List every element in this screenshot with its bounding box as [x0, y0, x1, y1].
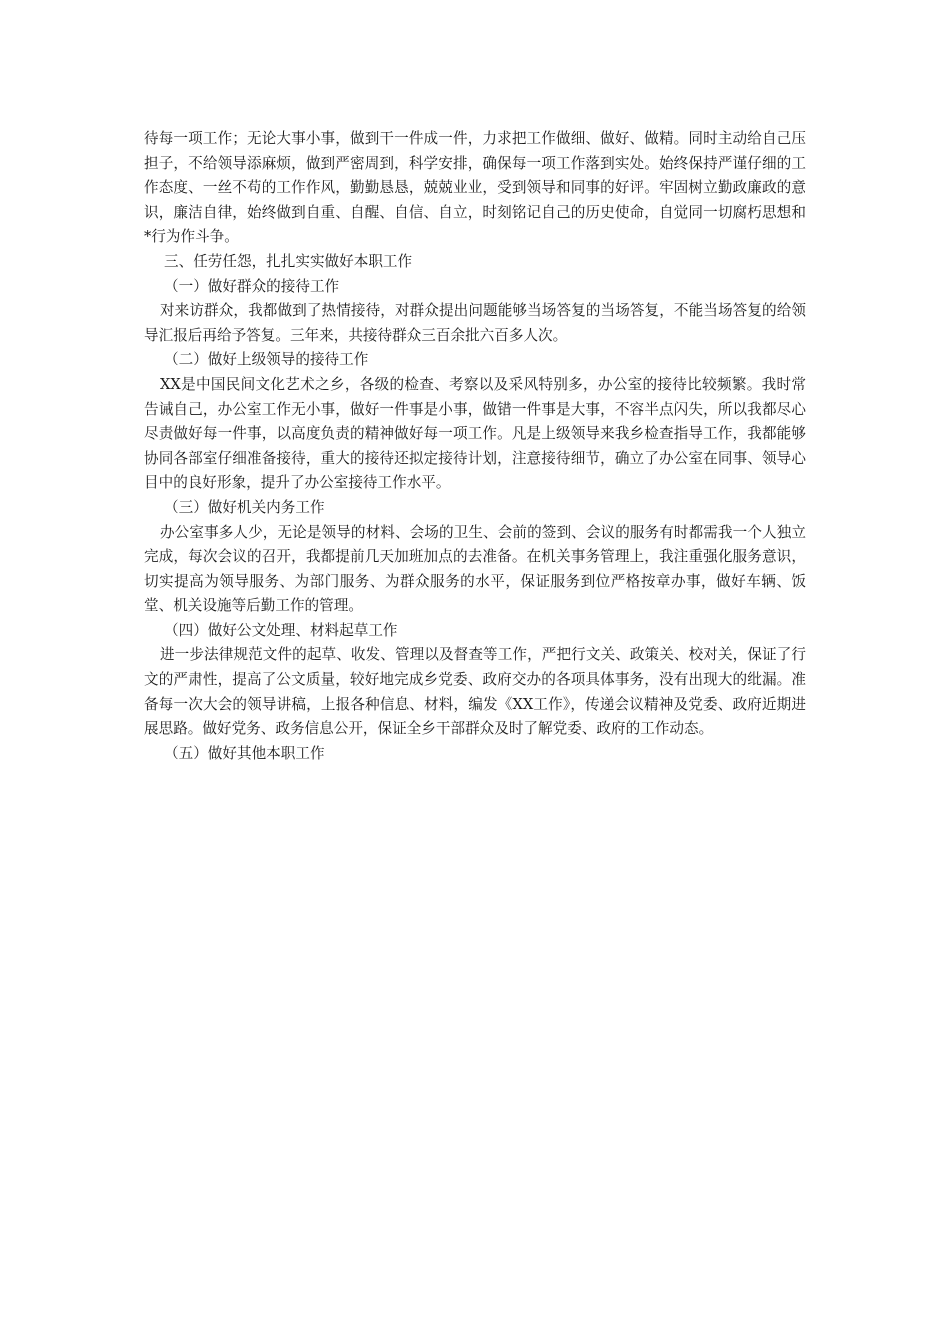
body-paragraph-internal-affairs: 办公室事多人少，无论是领导的材料、会场的卫生、会前的签到、会议的服务有时都需我一个人独立完成，每次会议的召开，我都提前几天加班加点的去准备。在机关事务管理上，我注重强化服务意识，切实提高为领导服务、为部门服务、为群众服务的水平，保证服务到位严格按章办事，做好车辆、饭堂、机关设施等后勤工作的管理。 — [144, 523, 806, 615]
subsection-heading-five: （五）做好其他本职工作 — [164, 744, 325, 762]
body-paragraph-intro: 待每一项工作；无论大事小事，做到干一件成一件，力求把工作做细、做好、做精。同时主动给自己压担子，不给领导添麻烦，做到严密周到，科学安排，确保每一项工作落到实处。始终保持严谨仔细的工作态度、一丝不苟的工作作风，勤勤恳恳，兢兢业业，受到领导和同事的好评。牢固树立勤政廉政的意识，廉洁自律，始终做到自重、自醒、自信、自立，时刻铭记自己的历史使命，自觉同一切腐朽思想和*行为作斗争。 — [144, 130, 806, 246]
body-paragraph-reception: XX是中国民间文化艺术之乡，各级的检查、考察以及采风特别多，办公室的接待比较频繁。我时常告诫自己，办公室工作无小事，做好一件事是小事，做错一件事是大事，不容半点闪失，所以我都尽心尽责做好每一件事，以高度负责的精神做好每一项工作。凡是上级领导来我乡检查指导工作，我都能够协同各部室仔细准备接待，重大的接待还拟定接待计划，注意接待细节，确立了办公室在同事、领导心目中的良好形象，提升了办公室接待工作水平。 — [144, 375, 806, 492]
body-paragraph-visitors: 对来访群众，我都做到了热情接待，对群众提出问题能够当场答复的当场答复，不能当场答复的给领导汇报后再给予答复。三年来，共接待群众三百余批六百多人次。 — [144, 302, 806, 344]
section-heading-three: 三、任劳任怨，扎扎实实做好本职工作 — [164, 252, 413, 270]
subsection-heading-four: （四）做好公文处理、材料起草工作 — [164, 621, 398, 639]
body-paragraph-documents: 进一步法律规范文件的起草、收发、管理以及督查等工作，严把行文关、政策关、校对关，保证了行文的严肃性，提高了公文质量，较好地完成乡党委、政府交办的各项具体事务，没有出现大的纰漏。准备每一次大会的领导讲稿，上报各种信息、材料，编发《XX工作》，传递会议精神及党委、政府近期进展思路。做好党务、政务信息公开，保证全乡干部群众及时了解党委、政府的工作动态。 — [144, 646, 806, 738]
document-page — [144, 127, 806, 766]
subsection-heading-two: （二）做好上级领导的接待工作 — [164, 351, 369, 369]
subsection-heading-one: （一）做好群众的接待工作 — [164, 277, 340, 295]
subsection-heading-three: （三）做好机关内务工作 — [164, 498, 325, 516]
